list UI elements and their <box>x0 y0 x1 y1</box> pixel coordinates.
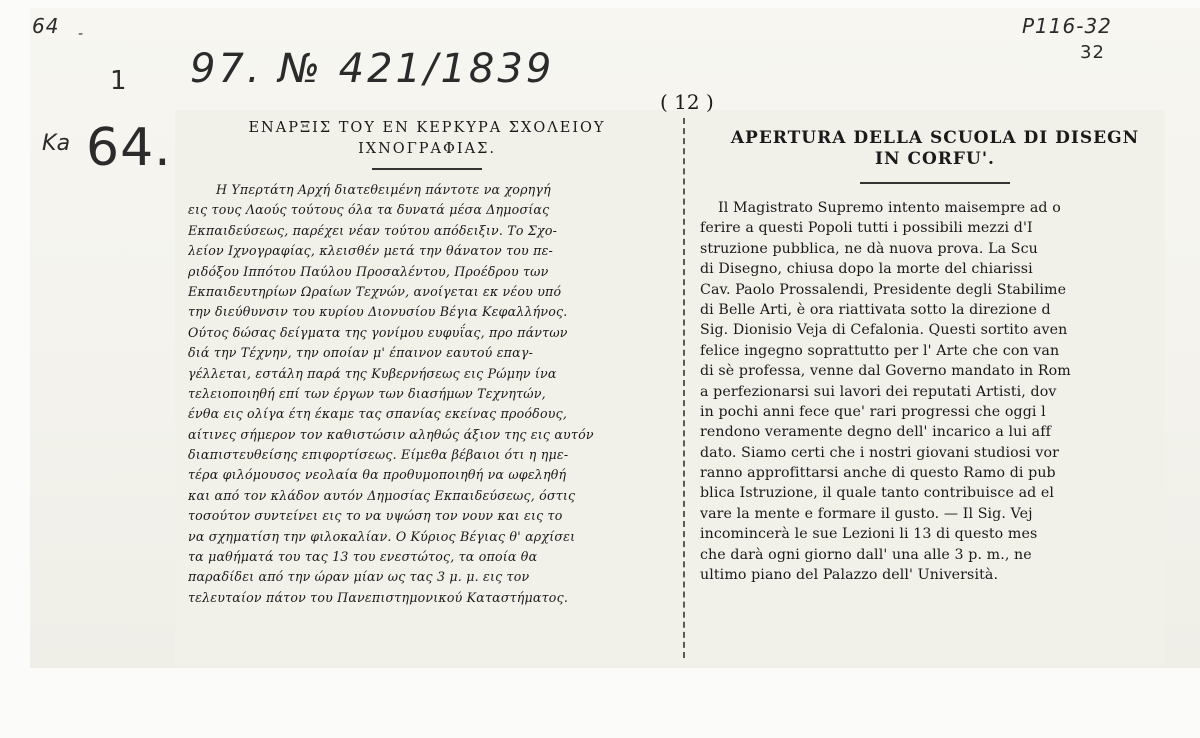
italian-line: a perfezionarsi sui lavori dei reputati Artisti, dov <box>700 383 1057 400</box>
greek-line: αίτινες σήμερον τον καθιστώσιν αληθώς άξιον της εις αυτόν <box>188 426 594 442</box>
column-divider <box>683 118 685 658</box>
italian-line: ranno approfittarsi anche di questo Ramo di pub <box>700 465 1056 482</box>
handwritten-ka: Ka <box>42 131 72 156</box>
greek-line: να σχηματίση την φιλοκαλίαν. Ο Κύριος Βέγιας θ' αρχίσει <box>188 528 576 544</box>
italian-line: ferire a questi Popoli tutti i possibili mezzi d'I <box>700 220 1033 237</box>
greek-line: Εκπαιδεύσεως, παρέχει νέαν τούτου απόδειξιν. Το Σχο- <box>188 222 558 238</box>
italian-title-line: APERTURA DELLA SCUOLA DI DISEGN <box>730 128 1140 148</box>
italian-title <box>700 128 1170 170</box>
greek-line: ένθα εις ολίγα έτη έκαμε τας σπανίας εκείνας προόδους, <box>188 406 568 422</box>
italian-line: Cav. Paolo Prossalendi, Presidente degli Stabilime <box>700 281 1067 298</box>
italian-line: che darà ogni giorno dall' una alle 3 p. m., ne <box>700 546 1032 563</box>
italian-line: incomincerà le sue Lezioni li 13 di questo mes <box>700 526 1038 543</box>
italian-body <box>700 198 1170 585</box>
greek-column <box>188 118 666 608</box>
handwritten-top-right-1: P116-32 <box>1022 14 1112 38</box>
greek-line: τελευταίον πάτον του Πανεπιστημονικού Καταστήματος. <box>188 589 569 605</box>
italian-line: Il Magistrato Supremo intento maisempre ad o <box>718 200 1061 216</box>
greek-line: παραδίδει από την ώραν μίαν ως τας 3 μ. μ. εις τον <box>188 569 530 585</box>
greek-line: λείον Ιχνογραφίας, κλεισθέν μετά την θάνατον του πε- <box>188 243 553 259</box>
greek-title <box>188 118 666 160</box>
greek-title-line: ΙΧΝΟΓΡΑΦΙΑΣ. <box>358 141 496 157</box>
handwritten-top-right-2: 32 <box>1080 42 1105 63</box>
italian-line: felice ingegno soprattutto per l' Arte che con van <box>700 342 1060 359</box>
italian-line: in pochi anni fece que' rari progressi che oggi l <box>700 403 1046 420</box>
handwritten-reference: 97. № 421/1839 <box>190 46 555 92</box>
greek-title-line: ΕΝΑΡΞΙΣ ΤΟΥ ΕΝ ΚΕΡΚΥΡΑ ΣΧΟΛΕΙΟΥ <box>248 120 606 136</box>
italian-column <box>700 128 1170 585</box>
italian-title-line: IN CORFU'. <box>875 149 995 169</box>
handwritten-number: 64. <box>86 118 172 178</box>
italian-line: vare la mente e formare il gusto. — Il Sig. Vej <box>700 505 1033 522</box>
italian-line: Sig. Dionisio Veja di Cefalonia. Questi sortito aven <box>700 322 1068 339</box>
italian-line: struzione pubblica, ne dà nuova prova. La Scu <box>700 240 1038 257</box>
greek-line: και από τον κλάδον αυτόν Δημοσίας Εκπαιδεύσεως, όστις <box>188 487 576 503</box>
handwritten-top-left-mark: - <box>78 26 85 42</box>
greek-line: γέλλεται, εστάλη παρά της Κυβερνήσεως εις Ρώμην ίνα <box>188 365 557 381</box>
italian-line: blica Istruzione, il quale tanto contribuisce ad el <box>700 485 1055 502</box>
italian-line: di sè professa, venne dal Governo mandato in Rom <box>700 363 1071 380</box>
greek-line: τέρα φιλόμουσος νεολαία θα προθυμοποιηθή να ωφεληθή <box>188 467 567 483</box>
handwritten-top-left: 64 <box>32 14 60 38</box>
greek-line: την διεύθυνσιν του κυρίου Διονυσίου Βέγια Κεφαλλήνος. <box>188 304 568 320</box>
greek-line: τα μαθήματά του τας 13 του ενεστώτος, τα οποία θα <box>188 549 538 565</box>
greek-line: εις τους Λαούς τούτους όλα τα δυνατά μέσα Δημοσίας <box>188 202 550 218</box>
greek-body <box>188 180 666 608</box>
italian-line: di Belle Arti, è ora riattivata sotto la direzione d <box>700 301 1051 318</box>
greek-line: Ούτος δώσας δείγματα της γονίμου ευφυΐας, προ πάντων <box>188 324 568 340</box>
greek-title-rule <box>372 168 482 170</box>
italian-line: rendono veramente degno dell' incarico a lui aff <box>700 424 1051 441</box>
greek-line: διά την Τέχνην, την οποίαν μ' έπαινον εαυτού επαγ- <box>188 345 534 361</box>
greek-line: Η Υπερτάτη Αρχή διατεθειμένη πάντοτε να χορηγή <box>216 182 551 197</box>
greek-line: διαπιστευθείσης επιφορτίσεως. Είμεθα βέβαιοι ότι η ημε- <box>188 447 569 463</box>
italian-line: ultimo piano del Palazzo dell' Università. <box>700 567 999 584</box>
greek-line: τελειοποιηθή επί των έργων των διασήμων Τεχνητών, <box>188 385 546 401</box>
greek-line: ριδόξου Ιππότου Παύλου Προσαλέντου, Προέδρου των <box>188 263 549 279</box>
greek-line: Εκπαιδευτηρίων Ωραίων Τεχνών, ανοίγεται εκ νέου υπό <box>188 283 562 299</box>
italian-line: dato. Siamo certi che i nostri giovani studiosi vor <box>700 444 1060 461</box>
page-number: ( 12 ) <box>660 90 714 114</box>
greek-line: τοσούτον συντείνει εις το να υψώση τον νουν και εις το <box>188 508 563 524</box>
italian-line: di Disegno, chiusa dopo la morte del chiarissi <box>700 261 1033 278</box>
italian-title-rule <box>860 182 1010 184</box>
handwritten-one: 1 <box>110 66 128 96</box>
